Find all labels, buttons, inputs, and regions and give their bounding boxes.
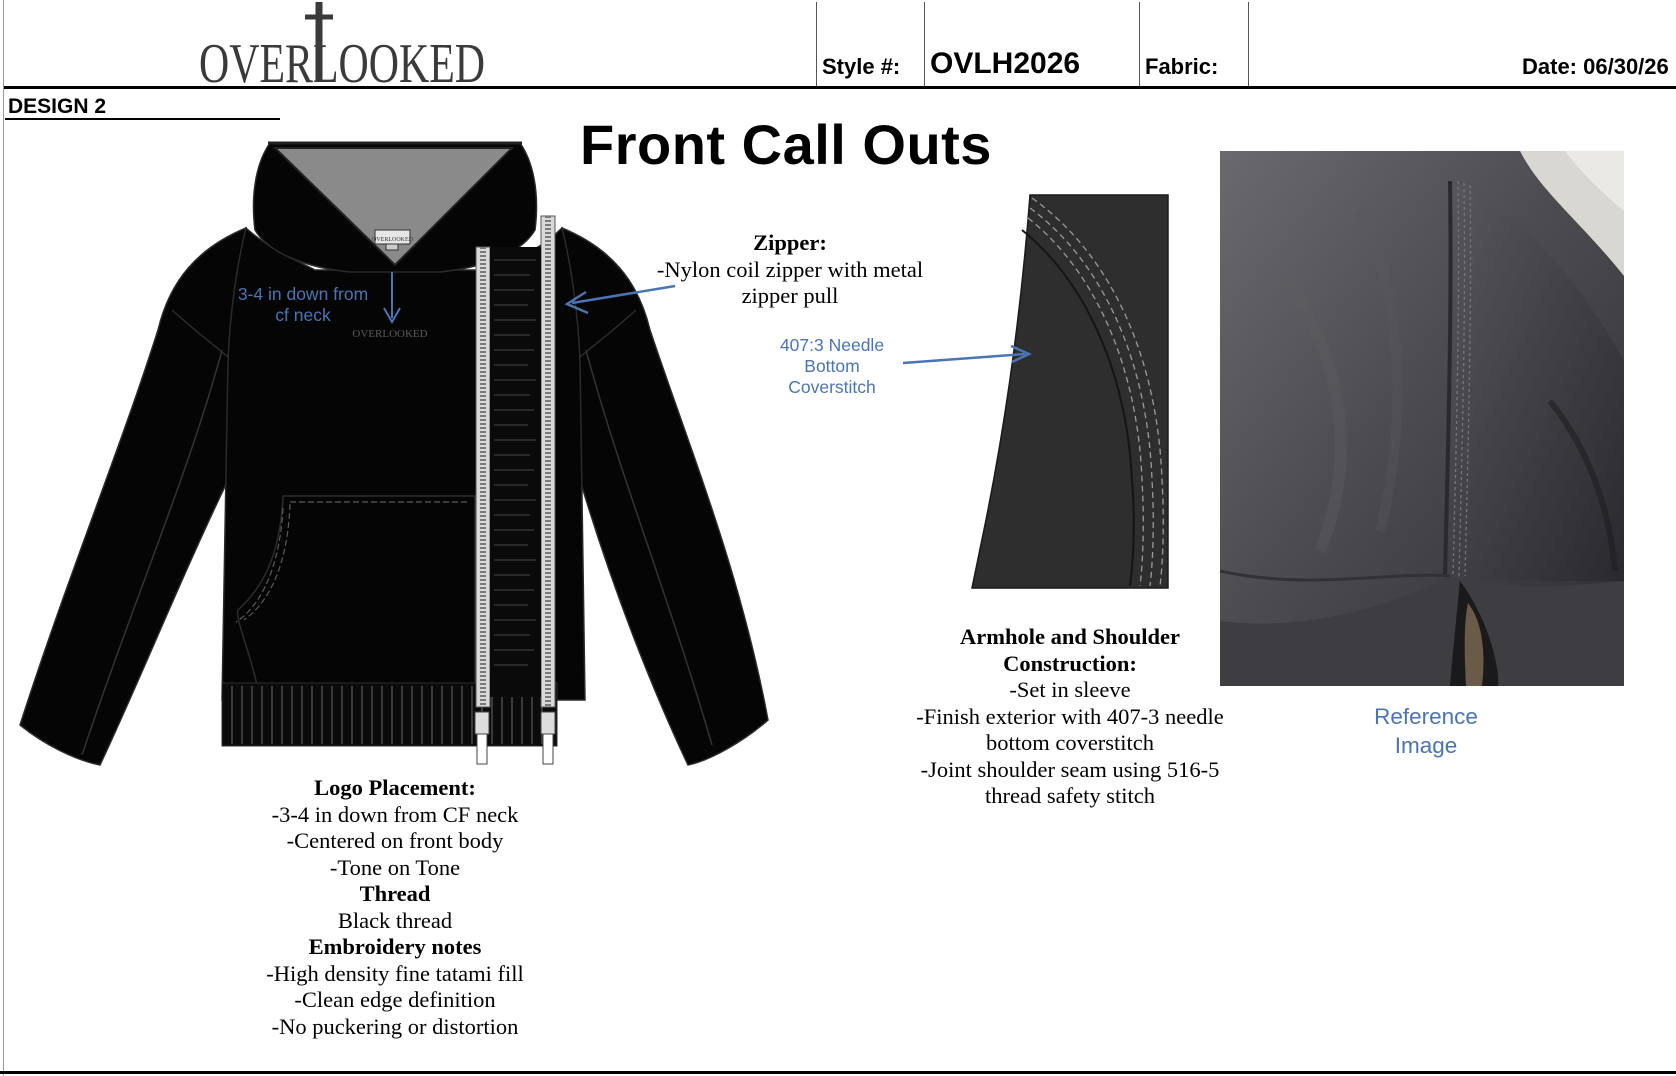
left-sleeve: [20, 228, 246, 765]
chest-logo: OVERLOOKED: [352, 328, 428, 340]
reference-photo: [1220, 151, 1624, 686]
brand-logo: [195, 0, 495, 95]
armhole-detail-sketch: [960, 190, 1175, 595]
brand-logo-text: OVERLOOKED: [199, 33, 485, 95]
frame-bottom-border: [0, 1071, 1676, 1074]
neck-callout: [228, 284, 378, 326]
reference-label-line-1: Reference: [1374, 704, 1478, 729]
zipper-line-1: -Nylon coil zipper with metal: [656, 256, 924, 282]
neck-callout-line-2: cf neck: [275, 305, 331, 325]
reference-label-line-2: Image: [1394, 733, 1458, 758]
zipper-note: [635, 230, 945, 310]
zipper-pull-left: [475, 712, 489, 734]
hoodie-flat-sketch: [0, 120, 790, 770]
armhole-note: [880, 624, 1260, 810]
embroidery-line-1: -High density fine tatami fill: [266, 960, 524, 986]
zipper-line-2: zipper pull: [741, 283, 839, 308]
logo-placement-notes: [225, 775, 565, 1040]
zipper-tapes: [475, 216, 555, 764]
armhole-heading-2: Construction:: [1003, 650, 1137, 676]
embroidery-heading: Embroidery notes: [308, 934, 482, 959]
neck-label-text: OVERLOOKED: [372, 237, 413, 243]
coverstitch-line-1: 407:3 Needle: [779, 335, 885, 355]
armhole-line-4: -Joint shoulder seam using 516-5: [920, 756, 1220, 782]
coverstitch-arrow: [895, 340, 1045, 370]
armhole-heading-1: Armhole and Shoulder: [959, 624, 1181, 649]
zipper-pull-right: [541, 712, 555, 734]
embroidery-line-2: -Clean edge definition: [294, 987, 496, 1012]
reference-image-label: [1340, 702, 1512, 760]
logo-placement-heading: Logo Placement:: [314, 775, 476, 800]
zipper-heading: Zipper:: [753, 230, 827, 255]
armhole-line-2: -Finish exterior with 407-3 needle: [916, 703, 1224, 729]
neck-callout-line-1: 3-4 in down from: [237, 284, 369, 304]
armhole-line-5: thread safety stitch: [985, 783, 1155, 808]
style-number: OVLH2026: [930, 47, 1081, 80]
armhole-line-1: -Set in sleeve: [1009, 677, 1131, 702]
header-divider: [3, 86, 1676, 89]
coverstitch-line-3: Coverstitch: [788, 377, 876, 397]
spec-header: [0, 0, 1676, 95]
logo-line-3: -Tone on Tone: [329, 854, 461, 880]
fabric-label: Fabric:: [1145, 54, 1219, 79]
page-title: Front Call Outs: [580, 113, 992, 176]
embroidery-line-3: -No puckering or distortion: [271, 1013, 519, 1039]
style-label: Style #:: [822, 54, 901, 79]
thread-heading: Thread: [359, 881, 431, 906]
logo-line-1: -3-4 in down from CF neck: [271, 801, 519, 827]
coverstitch-callout: [762, 335, 902, 398]
armhole-line-3: bottom coverstitch: [985, 730, 1155, 755]
logo-line-2: -Centered on front body: [286, 828, 504, 853]
design-label: DESIGN 2: [8, 95, 107, 118]
thread-value: Black thread: [337, 907, 453, 933]
coverstitch-line-2: Bottom: [804, 356, 860, 376]
date-field: Date: 06/30/26: [1522, 54, 1669, 79]
